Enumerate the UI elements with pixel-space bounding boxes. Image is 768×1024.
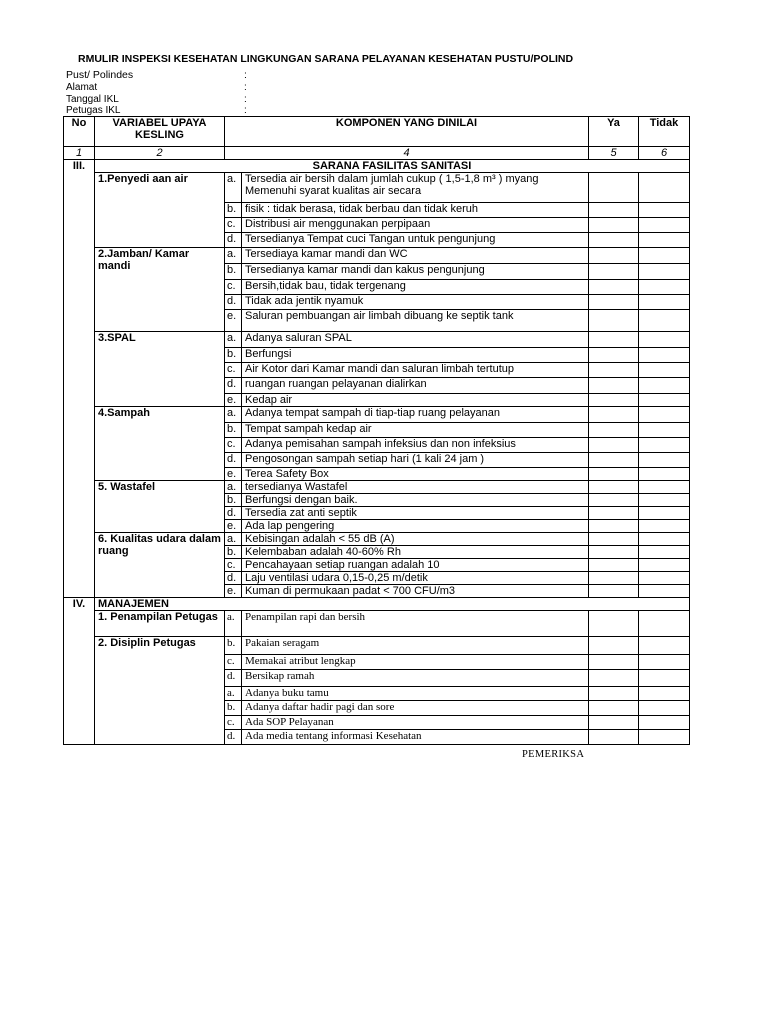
item-letter: d.: [225, 572, 242, 585]
item-text: Pencahayaan setiap ruangan adalah 10: [242, 559, 589, 572]
table-row: [64, 533, 690, 546]
item-text: tersedianya Wastafel: [242, 481, 589, 494]
item-text: Berfungsi dengan baik.: [242, 494, 589, 507]
tidak-checkbox-cell[interactable]: [639, 363, 690, 378]
item-text: Adanya daftar hadir pagi dan sore: [242, 701, 589, 716]
tidak-checkbox-cell[interactable]: [639, 585, 690, 598]
item-letter: b.: [225, 637, 242, 655]
no-cell: [64, 546, 95, 559]
no-cell: [64, 280, 95, 295]
ya-checkbox-cell[interactable]: [589, 295, 639, 310]
ya-checkbox-cell[interactable]: [589, 507, 639, 520]
signature-label: PEMERIKSA: [522, 749, 585, 760]
table-row: [64, 332, 690, 348]
col-number: 1: [64, 147, 95, 160]
no-cell: [64, 332, 95, 348]
header-field-label: Pust/ Polindes: [66, 69, 134, 81]
ya-checkbox-cell[interactable]: [589, 348, 639, 363]
ya-checkbox-cell[interactable]: [589, 520, 639, 533]
item-text: Adanya tempat sampah di tiap-tiap ruang pelayanan: [242, 407, 589, 423]
no-cell: [64, 730, 95, 745]
no-cell: [64, 348, 95, 363]
item-text: Tersedia zat anti septik: [242, 507, 589, 520]
section-title: MANAJEMEN: [95, 598, 690, 611]
no-cell: [64, 559, 95, 572]
ya-checkbox-cell[interactable]: [589, 716, 639, 730]
item-text: Tersediaya kamar mandi dan WC: [242, 248, 589, 264]
item-text: Tempat sampah kedap air: [242, 423, 589, 438]
tidak-checkbox-cell[interactable]: [639, 533, 690, 546]
item-letter: a.: [225, 687, 242, 701]
no-cell: [64, 655, 95, 670]
header-field-tanggal: [66, 94, 247, 105]
item-text: Adanya saluran SPAL: [242, 332, 589, 348]
no-cell: [64, 585, 95, 598]
no-cell: [64, 701, 95, 716]
tidak-checkbox-cell[interactable]: [639, 481, 690, 494]
no-cell: [64, 520, 95, 533]
tidak-checkbox-cell[interactable]: [639, 520, 690, 533]
variable-name: 2. Disiplin Petugas: [95, 637, 225, 745]
item-letter: c.: [225, 716, 242, 730]
table-row: [64, 481, 690, 494]
ya-checkbox-cell[interactable]: [589, 423, 639, 438]
ya-checkbox-cell[interactable]: [589, 378, 639, 394]
tidak-checkbox-cell[interactable]: [639, 507, 690, 520]
no-cell: [64, 363, 95, 378]
item-letter: e.: [225, 585, 242, 598]
item-letter: e.: [225, 520, 242, 533]
header-field-label: Alamat: [66, 82, 98, 93]
no-cell: [64, 637, 95, 655]
tidak-checkbox-cell[interactable]: [639, 559, 690, 572]
form-title: RMULIR INSPEKSI KESEHATAN LINGKUNGAN SARANA PELAYANAN KESEHATAN PUSTU/POLIND: [78, 53, 574, 65]
item-letter: d.: [225, 507, 242, 520]
item-letter: c.: [225, 218, 242, 233]
tidak-checkbox-cell[interactable]: [639, 670, 690, 687]
item-letter: d.: [225, 670, 242, 687]
no-cell: [64, 611, 95, 637]
tidak-checkbox-cell[interactable]: [639, 494, 690, 507]
item-letter: c.: [225, 655, 242, 670]
tidak-checkbox-cell[interactable]: [639, 655, 690, 670]
header-field-petugas: [66, 105, 247, 116]
header-field-label: Tanggal IKL: [66, 94, 119, 105]
item-letter: b.: [225, 203, 242, 218]
tidak-checkbox-cell[interactable]: [639, 173, 690, 203]
item-text: ruangan ruangan pelayanan dialirkan: [242, 378, 589, 394]
no-cell: [64, 716, 95, 730]
item-text: Tidak ada jentik nyamuk: [242, 295, 589, 310]
item-letter: e.: [225, 310, 242, 332]
tidak-checkbox-cell[interactable]: [639, 218, 690, 233]
item-text: Kelembaban adalah 40-60% Rh: [242, 546, 589, 559]
item-letter: a.: [225, 407, 242, 423]
item-text: Saluran pembuangan air limbah dibuang ke septik tank: [242, 310, 589, 332]
tidak-checkbox-cell[interactable]: [639, 233, 690, 248]
item-letter: c.: [225, 280, 242, 295]
header-no: No: [64, 117, 95, 147]
header-variabel: VARIABEL UPAYA KESLING: [95, 117, 225, 147]
item-text: Ada lap pengering: [242, 520, 589, 533]
header-field-colon: :: [244, 69, 247, 81]
item-text: Berfungsi: [242, 348, 589, 363]
tidak-checkbox-cell[interactable]: [639, 378, 690, 394]
ya-checkbox-cell[interactable]: [589, 533, 639, 546]
no-cell: [64, 378, 95, 394]
tidak-checkbox-cell[interactable]: [639, 701, 690, 716]
item-text: Ada media tentang informasi Kesehatan: [242, 730, 589, 745]
item-letter: b.: [225, 348, 242, 363]
item-text: Kuman di permukaan padat < 700 CFU/m3: [242, 585, 589, 598]
tidak-checkbox-cell[interactable]: [639, 546, 690, 559]
item-letter: b.: [225, 264, 242, 280]
tidak-checkbox-cell[interactable]: [639, 453, 690, 468]
item-text: fisik : tidak berasa, tidak berbau dan tidak keruh: [242, 203, 589, 218]
item-text: Adanya buku tamu: [242, 687, 589, 701]
section-number: IV.: [64, 598, 95, 611]
ya-checkbox-cell[interactable]: [589, 453, 639, 468]
tidak-checkbox-cell[interactable]: [639, 295, 690, 310]
item-letter: b.: [225, 546, 242, 559]
tidak-checkbox-cell[interactable]: [639, 637, 690, 655]
no-cell: [64, 438, 95, 453]
item-letter: a.: [225, 533, 242, 546]
tidak-checkbox-cell[interactable]: [639, 264, 690, 280]
item-letter: a.: [225, 173, 242, 203]
item-text: Terea Safety Box: [242, 468, 589, 481]
ya-checkbox-cell[interactable]: [589, 637, 639, 655]
no-cell: [64, 453, 95, 468]
tidak-checkbox-cell[interactable]: [639, 203, 690, 218]
ya-checkbox-cell[interactable]: [589, 332, 639, 348]
item-text: Laju ventilasi udara 0,15-0,25 m/detik: [242, 572, 589, 585]
ya-checkbox-cell[interactable]: [589, 280, 639, 295]
item-letter: c.: [225, 559, 242, 572]
table-row: [64, 637, 690, 655]
no-cell: [64, 670, 95, 687]
ya-checkbox-cell[interactable]: [589, 173, 639, 203]
item-letter: a.: [225, 481, 242, 494]
tidak-checkbox-cell[interactable]: [639, 572, 690, 585]
ya-checkbox-cell[interactable]: [589, 218, 639, 233]
tidak-checkbox-cell[interactable]: [639, 687, 690, 701]
item-letter: d.: [225, 730, 242, 745]
tidak-checkbox-cell[interactable]: [639, 468, 690, 481]
variable-name: 6. Kualitas udara dalam ruang: [95, 533, 225, 598]
ya-checkbox-cell[interactable]: [589, 494, 639, 507]
ya-checkbox-cell[interactable]: [589, 611, 639, 637]
col-number: 5: [589, 147, 639, 160]
ya-checkbox-cell[interactable]: [589, 559, 639, 572]
tidak-checkbox-cell[interactable]: [639, 716, 690, 730]
number-row: [64, 147, 690, 160]
ya-checkbox-cell[interactable]: [589, 203, 639, 218]
item-letter: a.: [225, 611, 242, 637]
item-text: Tersedia air bersih dalam jumlah cukup ( 1,5-1,8 m³ ) myang Memenuhi syarat kualitas air secara: [242, 173, 589, 203]
header-field-alamat: [66, 82, 247, 93]
no-cell: [64, 310, 95, 332]
ya-checkbox-cell[interactable]: [589, 670, 639, 687]
table-row: [64, 407, 690, 423]
tidak-checkbox-cell[interactable]: [639, 407, 690, 423]
item-letter: b.: [225, 423, 242, 438]
section-row: [64, 598, 690, 611]
item-letter: d.: [225, 295, 242, 310]
item-text: Bersikap ramah: [242, 670, 589, 687]
ya-checkbox-cell[interactable]: [589, 394, 639, 407]
item-letter: a.: [225, 248, 242, 264]
no-cell: [64, 394, 95, 407]
inspection-table: [63, 116, 690, 745]
item-text: Memakai atribut lengkap: [242, 655, 589, 670]
tidak-checkbox-cell[interactable]: [639, 438, 690, 453]
item-text: Bersih,tidak bau, tidak tergenang: [242, 280, 589, 295]
item-text: Pengosongan sampah setiap hari (1 kali 24 jam ): [242, 453, 589, 468]
variable-name: 4.Sampah: [95, 407, 225, 481]
tidak-checkbox-cell[interactable]: [639, 730, 690, 745]
item-letter: e.: [225, 468, 242, 481]
variable-name: 1.Penyedi aan air: [95, 173, 225, 248]
no-cell: [64, 248, 95, 264]
ya-checkbox-cell[interactable]: [589, 407, 639, 423]
no-cell: [64, 494, 95, 507]
item-text: Air Kotor dari Kamar mandi dan saluran limbah tertutup: [242, 363, 589, 378]
tidak-checkbox-cell[interactable]: [639, 394, 690, 407]
item-text: Tersedianya Tempat cuci Tangan untuk pengunjung: [242, 233, 589, 248]
header-field-colon: :: [244, 105, 247, 116]
item-letter: e.: [225, 394, 242, 407]
item-letter: c.: [225, 363, 242, 378]
variable-name: 5. Wastafel: [95, 481, 225, 533]
ya-checkbox-cell[interactable]: [589, 468, 639, 481]
item-text: Kedap air: [242, 394, 589, 407]
col-number: 4: [225, 147, 589, 160]
header-field-colon: :: [244, 94, 247, 105]
table-row: [64, 611, 690, 637]
no-cell: [64, 468, 95, 481]
item-text: Kebisingan adalah < 55 dB (A): [242, 533, 589, 546]
item-letter: d.: [225, 233, 242, 248]
item-letter: b.: [225, 701, 242, 716]
item-letter: d.: [225, 378, 242, 394]
ya-checkbox-cell[interactable]: [589, 264, 639, 280]
no-cell: [64, 507, 95, 520]
no-cell: [64, 233, 95, 248]
col-number: 2: [95, 147, 225, 160]
ya-checkbox-cell[interactable]: [589, 233, 639, 248]
tidak-checkbox-cell[interactable]: [639, 332, 690, 348]
item-text: Ada SOP Pelayanan: [242, 716, 589, 730]
ya-checkbox-cell[interactable]: [589, 310, 639, 332]
no-cell: [64, 423, 95, 438]
ya-checkbox-cell[interactable]: [589, 585, 639, 598]
no-cell: [64, 481, 95, 494]
variable-name: 1. Penampilan Petugas: [95, 611, 225, 637]
no-cell: [64, 203, 95, 218]
ya-checkbox-cell[interactable]: [589, 248, 639, 264]
ya-checkbox-cell[interactable]: [589, 701, 639, 716]
tidak-checkbox-cell[interactable]: [639, 310, 690, 332]
item-text: Pakaian seragam: [242, 637, 589, 655]
tidak-checkbox-cell[interactable]: [639, 611, 690, 637]
section-row: [64, 160, 690, 173]
header-field-label: Petugas IKL: [66, 105, 121, 116]
header-row: [64, 117, 690, 147]
ya-checkbox-cell[interactable]: [589, 546, 639, 559]
item-letter: d.: [225, 453, 242, 468]
item-text: Penampilan rapi dan bersih: [242, 611, 589, 637]
variable-name: 2.Jamban/ Kamar mandi: [95, 248, 225, 332]
section-number: III.: [64, 160, 95, 173]
header-field-pustu: [66, 69, 247, 81]
no-cell: [64, 533, 95, 546]
item-letter: c.: [225, 438, 242, 453]
ya-checkbox-cell[interactable]: [589, 572, 639, 585]
col-number: 6: [639, 147, 690, 160]
no-cell: [64, 687, 95, 701]
tidak-checkbox-cell[interactable]: [639, 280, 690, 295]
item-text: Adanya pemisahan sampah infeksius dan non infeksius: [242, 438, 589, 453]
header-ya: Ya: [589, 117, 639, 147]
ya-checkbox-cell[interactable]: [589, 438, 639, 453]
tidak-checkbox-cell[interactable]: [639, 248, 690, 264]
item-letter: b.: [225, 494, 242, 507]
header-tidak: Tidak: [639, 117, 690, 147]
ya-checkbox-cell[interactable]: [589, 730, 639, 745]
ya-checkbox-cell[interactable]: [589, 481, 639, 494]
header-field-colon: :: [244, 82, 247, 93]
tidak-checkbox-cell[interactable]: [639, 348, 690, 363]
no-cell: [64, 264, 95, 280]
ya-checkbox-cell[interactable]: [589, 687, 639, 701]
item-text: Tersedianya kamar mandi dan kakus pengunjung: [242, 264, 589, 280]
ya-checkbox-cell[interactable]: [589, 363, 639, 378]
table-row: [64, 248, 690, 264]
section-title: SARANA FASILITAS SANITASI: [95, 160, 690, 173]
tidak-checkbox-cell[interactable]: [639, 423, 690, 438]
table-row: [64, 173, 690, 203]
ya-checkbox-cell[interactable]: [589, 655, 639, 670]
item-text: Distribusi air menggunakan perpipaan: [242, 218, 589, 233]
no-cell: [64, 173, 95, 203]
no-cell: [64, 218, 95, 233]
no-cell: [64, 407, 95, 423]
header-komponen: KOMPONEN YANG DINILAI: [225, 117, 589, 147]
no-cell: [64, 295, 95, 310]
no-cell: [64, 572, 95, 585]
variable-name: 3.SPAL: [95, 332, 225, 407]
item-letter: a.: [225, 332, 242, 348]
